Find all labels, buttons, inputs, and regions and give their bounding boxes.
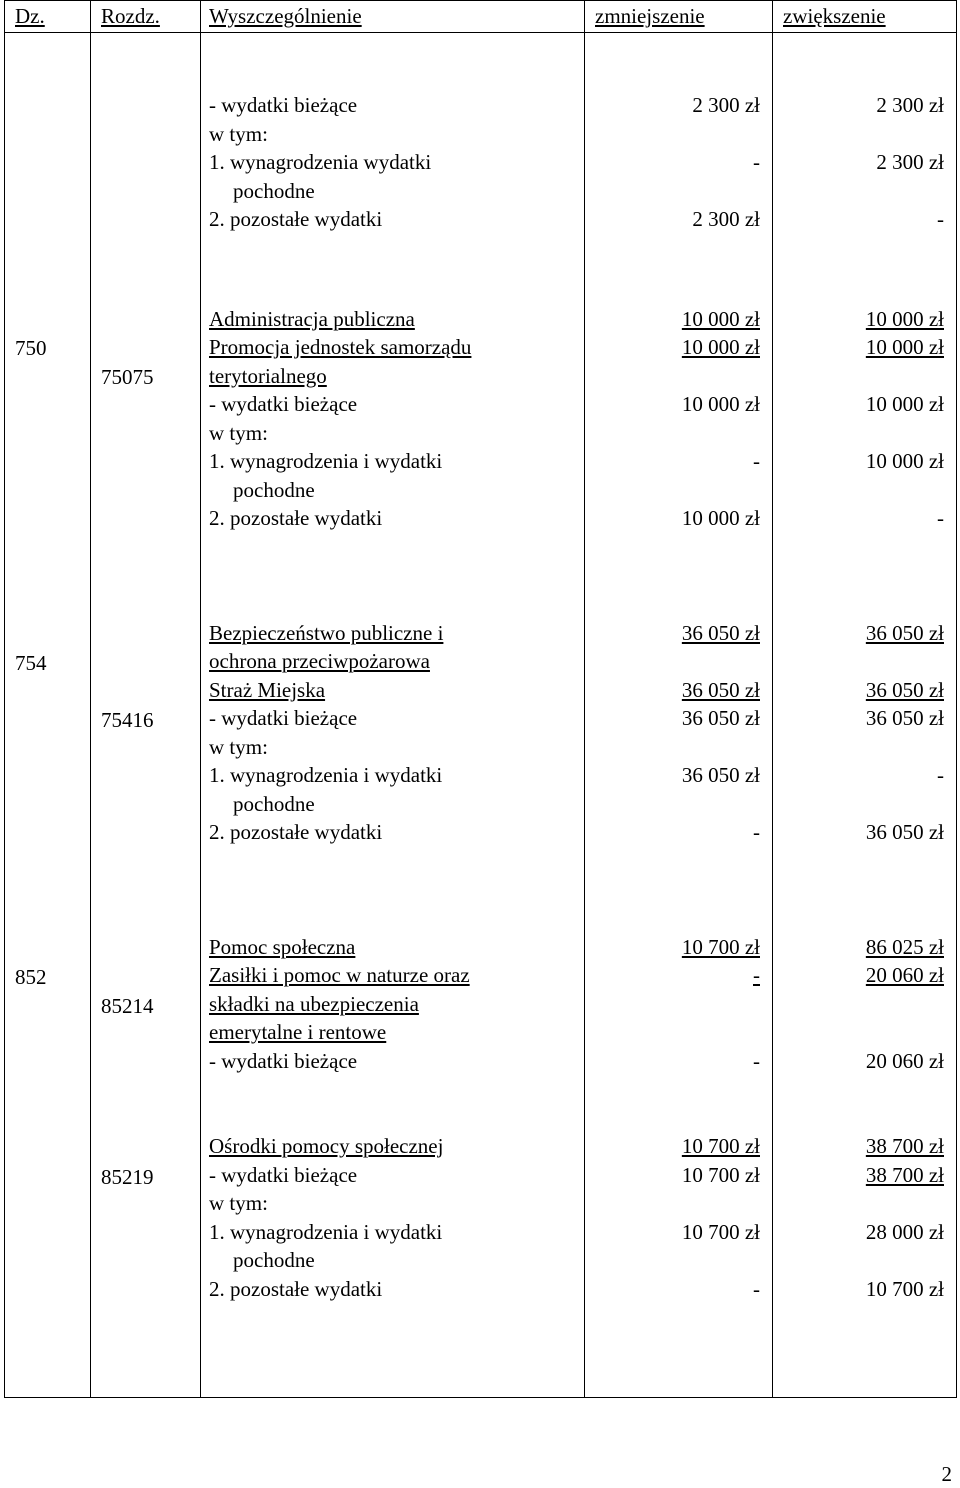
amount: 2 300 zł [876,93,944,117]
amount-rozdzial: 36 050 zł [681,677,760,702]
desc-text: w tym: [209,420,268,445]
amount: 10 700 zł [681,1162,760,1187]
col-zwiekszenie [773,33,957,1398]
desc-text: - wydatki bieżące [209,1048,358,1073]
amount: 20 060 zł [865,1048,944,1073]
header-zmniejszenie: zmniejszenie [585,1,773,33]
amount: 36 050 zł [865,820,944,844]
header-dz: Dz. [5,1,91,33]
desc-rozdzial: Promocja jednostek samorządu [209,335,472,359]
rozdz-85219: 85219 [101,1165,154,1189]
desc-dzial: Pomoc społeczna [209,934,356,959]
amount-dzial: 10 000 zł [865,306,944,331]
desc-text: pochodne [233,477,315,502]
amount: 10 700 zł [865,1276,944,1301]
rozdz-75416: 75416 [101,707,154,732]
desc-text: pochodne [233,178,315,203]
amount-rozdzial: 10 700 zł [681,1134,760,1158]
amount-rozdzial: 10 000 zł [681,335,760,359]
desc-text: pochodne [233,791,315,816]
amount: - [753,449,760,473]
desc-text: - wydatki bieżące [209,93,358,117]
amount: - [937,506,944,530]
desc-text: w tym: [209,1191,268,1215]
amount-dzial: 10 000 zł [681,306,760,331]
amount-rozdzial: 36 050 zł [865,677,944,702]
dz-852: 852 [15,965,47,989]
amount: 10 000 zł [681,506,760,530]
desc-rozdzial: składki na ubezpieczenia [209,991,419,1016]
desc-rozdzial: Zasiłki i pomoc w naturze oraz [209,963,470,987]
desc-rozdzial: Straż Miejska [209,677,326,702]
amount-dzial: 86 025 zł [865,934,944,959]
desc-text: 2. pozostałe wydatki [209,207,383,231]
desc-text: - wydatki bieżące [209,1162,358,1187]
amount: - [753,820,760,844]
desc-text: pochodne [233,1248,315,1272]
amount-rozdzial: 10 000 zł [865,335,944,359]
desc-text: 1. wynagrodzenia i wydatki [209,763,443,787]
rozdz-75075: 75075 [101,364,154,389]
amount: 36 050 zł [865,706,944,730]
amount: 10 700 zł [681,1219,760,1244]
amount: 36 050 zł [681,763,760,787]
dz-750: 750 [15,336,47,360]
col-wyszczegolnienie [201,33,585,1398]
desc-text: 1. wynagrodzenia wydatki [209,150,432,174]
amount: - [937,207,944,231]
col-dz [5,33,91,1398]
amount: - [753,1048,760,1073]
amount: 2 300 zł [876,150,944,174]
col-rozdz [91,33,201,1398]
desc-text: 1. wynagrodzenia i wydatki [209,1219,443,1244]
amount-dzial: 36 050 zł [865,620,944,645]
desc-text: 1. wynagrodzenia i wydatki [209,449,443,473]
desc-dzial: Bezpieczeństwo publiczne i [209,620,444,645]
col-zmniejszenie [585,33,773,1398]
desc-rozdzial: emerytalne i rentowe [209,1020,387,1044]
amount-rozdzial: 20 060 zł [865,963,944,987]
amount-dzial: 36 050 zł [681,620,760,645]
desc-text: - wydatki bieżące [209,706,358,730]
page-number: 2 [941,1462,952,1486]
amount: - [753,1276,760,1301]
desc-text: w tym: [209,734,268,759]
amount: 28 000 zł [865,1219,944,1244]
amount: 10 000 zł [681,392,760,416]
amount: 2 300 zł [692,207,760,231]
budget-table [4,0,957,1398]
amount: 2 300 zł [692,93,760,117]
desc-dzial: Administracja publiczna [209,306,415,331]
header-rozdz: Rozdz. [91,1,201,33]
desc-rozdzial: terytorialnego [209,363,327,388]
header-row [5,1,957,33]
dz-754: 754 [15,650,47,675]
amount-rozdzial: - [753,963,760,987]
desc-dzial: ochrona przeciwpożarowa [209,649,430,673]
amount-dzial: 10 700 zł [681,934,760,959]
rozdz-85214: 85214 [101,993,154,1018]
amount: 38 700 zł [865,1162,944,1187]
body-row [5,33,957,1398]
desc-text: 2. pozostałe wydatki [209,820,383,844]
amount: - [753,150,760,174]
amount: - [937,763,944,787]
header-wyszczegolnienie: Wyszczególnienie [201,1,585,33]
amount: 10 000 zł [865,449,944,473]
amount: 10 000 zł [865,392,944,416]
desc-text: - wydatki bieżące [209,392,358,416]
amount: 36 050 zł [681,706,760,730]
desc-text: 2. pozostałe wydatki [209,1276,383,1301]
desc-text: 2. pozostałe wydatki [209,506,383,530]
desc-text: w tym: [209,121,268,146]
header-zwiekszenie: zwiększenie [773,1,957,33]
amount-rozdzial: 38 700 zł [865,1134,944,1158]
desc-rozdzial: Ośrodki pomocy społecznej [209,1134,444,1158]
